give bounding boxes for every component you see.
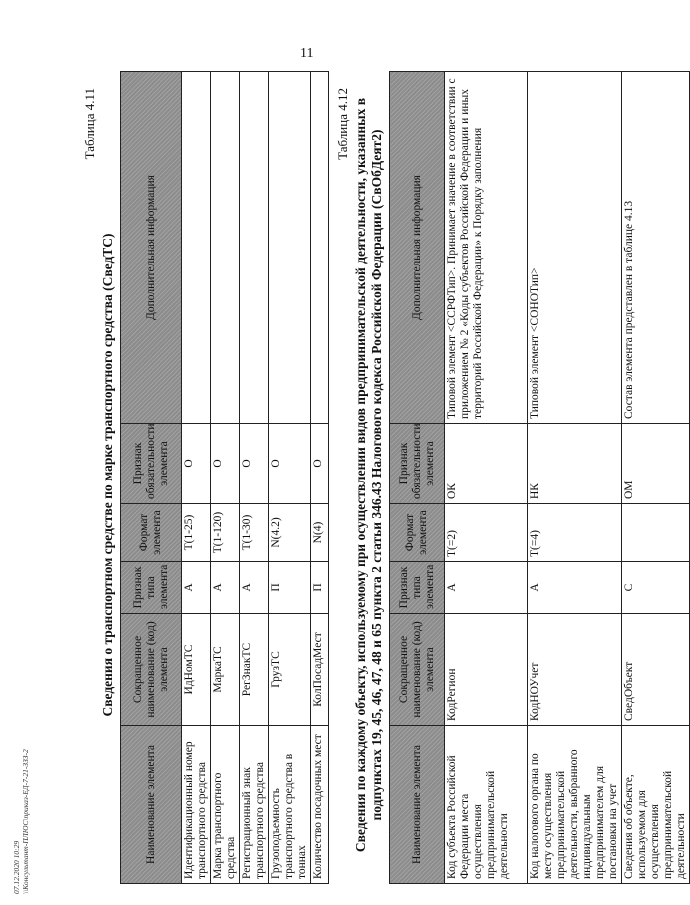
header-code: Сокращенное наименование (код) элемента bbox=[390, 614, 445, 726]
cell-info bbox=[182, 72, 211, 424]
header-required: Признак обязательности элемента bbox=[390, 424, 445, 504]
cell-info bbox=[311, 72, 329, 424]
cell-required: ОМ bbox=[622, 424, 690, 504]
cell-required: О bbox=[240, 424, 269, 504]
cell-type: А bbox=[182, 562, 211, 614]
header-info: Дополнительная информация bbox=[390, 72, 445, 424]
cell-info: Типовой элемент <ССРФТип>. Принимает значение в соответствии с приложением № 2 «Коды субъектов Российской Федерации и иных территорий Российской Федерации» к Порядку заполнения bbox=[445, 72, 528, 424]
cell-name: Код налогового органа по месту осуществления предпринимательской деятельности, выбранного индивидуальным предпринимателем для постановки на учет bbox=[528, 726, 622, 884]
table-4-12-title: Сведения по каждому объекту, используемому при осуществлении видов предпринимательской деятельности, указанных в подпунктах 19, 45, 46, 47, 48 и 65 пункта 2 статьи 346.43 Налогового кодекса Российской Федерации (СвОбДеят2) bbox=[353, 97, 384, 853]
cell-required: О bbox=[182, 424, 211, 504]
cell-type: П bbox=[269, 562, 311, 614]
table-4-11-label: Таблица 4.11 bbox=[82, 88, 97, 160]
cell-name: Грузоподъемность транспортного средства в тоннах bbox=[269, 726, 311, 884]
cell-required: О bbox=[211, 424, 240, 504]
table-row bbox=[311, 72, 329, 884]
header-code: Сокращенное наименование (код) элемента bbox=[121, 614, 182, 726]
cell-required: ОК bbox=[445, 424, 528, 504]
cell-name: Сведения об объекте, используемом для осуществления предпринимательской деятельности bbox=[622, 726, 690, 884]
cell-code: СведОбъект bbox=[622, 614, 690, 726]
table-4-12-label: Таблица 4.12 bbox=[335, 88, 350, 160]
cell-type: А bbox=[528, 562, 622, 614]
cell-type: А bbox=[211, 562, 240, 614]
stamp-date: 07.12.2020 10:29 bbox=[12, 840, 21, 894]
cell-code: ИдНомТС bbox=[182, 614, 211, 726]
header-name: Наименование элемента bbox=[390, 726, 445, 884]
cell-code: МаркаТС bbox=[211, 614, 240, 726]
cell-required: О bbox=[311, 424, 329, 504]
cell-type: А bbox=[445, 562, 528, 614]
table-row bbox=[182, 72, 211, 884]
table-row bbox=[269, 72, 311, 884]
header-type: Признак типа элемента bbox=[390, 562, 445, 614]
cell-type: П bbox=[311, 562, 329, 614]
header-name: Наименование элемента bbox=[121, 726, 182, 884]
header-format: Формат элемента bbox=[121, 504, 182, 562]
cell-code: КолПосадМест bbox=[311, 614, 329, 726]
cell-code: КодНОУчет bbox=[528, 614, 622, 726]
table-4-11-title: Сведения о транспортном средстве по марке транспортного средства (СведТС) bbox=[100, 233, 115, 717]
cell-format: T(1-25) bbox=[182, 504, 211, 562]
rotated-content bbox=[82, 60, 687, 890]
cell-format: T(=4) bbox=[528, 504, 622, 562]
cell-name: Марка транспортного средства bbox=[211, 726, 240, 884]
cell-format: T(1-120) bbox=[211, 504, 240, 562]
cell-required: НК bbox=[528, 424, 622, 504]
cell-type: А bbox=[240, 562, 269, 614]
cell-code: РегЗнакТС bbox=[240, 614, 269, 726]
cell-info bbox=[269, 72, 311, 424]
cell-required: О bbox=[269, 424, 311, 504]
cell-name: Код субъекта Российской Федерации места осуществления предпринимательской деятельности bbox=[445, 726, 528, 884]
header-type: Признак типа элемента bbox=[121, 562, 182, 614]
cell-info: Типовой элемент <СОНОТип> bbox=[528, 72, 622, 424]
cell-info bbox=[240, 72, 269, 424]
cell-name: Количество посадочных мест bbox=[311, 726, 329, 884]
cell-format bbox=[622, 504, 690, 562]
header-required: Признак обязательности элемента bbox=[121, 424, 182, 504]
page-number: 11 bbox=[300, 46, 314, 61]
cell-format: N(4.2) bbox=[269, 504, 311, 562]
table-4-11 bbox=[120, 71, 329, 884]
stamp-path: \\Консультант-ПЛЮС\приказ-ЕД-7-21-ЗЗЗ-2 bbox=[21, 749, 30, 894]
table-row bbox=[445, 72, 528, 884]
cell-name: Регистрационный знак транспортного средства bbox=[240, 726, 269, 884]
cell-code: ГрузТС bbox=[269, 614, 311, 726]
table-4-12 bbox=[389, 71, 690, 884]
print-stamp bbox=[12, 749, 68, 894]
table-row bbox=[211, 72, 240, 884]
header-info: Дополнительная информация bbox=[121, 72, 182, 424]
table-row bbox=[622, 72, 690, 884]
table-row bbox=[528, 72, 622, 884]
cell-info bbox=[211, 72, 240, 424]
cell-code: КодРегион bbox=[445, 614, 528, 726]
cell-name: Идентификационный номер транспортного средства bbox=[182, 726, 211, 884]
table-header-row bbox=[121, 72, 182, 884]
table-row bbox=[240, 72, 269, 884]
table-header-row bbox=[390, 72, 445, 884]
cell-format: N(4) bbox=[311, 504, 329, 562]
cell-format: T(1-30) bbox=[240, 504, 269, 562]
cell-format: T(=2) bbox=[445, 504, 528, 562]
cell-info: Состав элемента представлен в таблице 4.13 bbox=[622, 72, 690, 424]
header-format: Формат элемента bbox=[390, 504, 445, 562]
cell-type: С bbox=[622, 562, 690, 614]
